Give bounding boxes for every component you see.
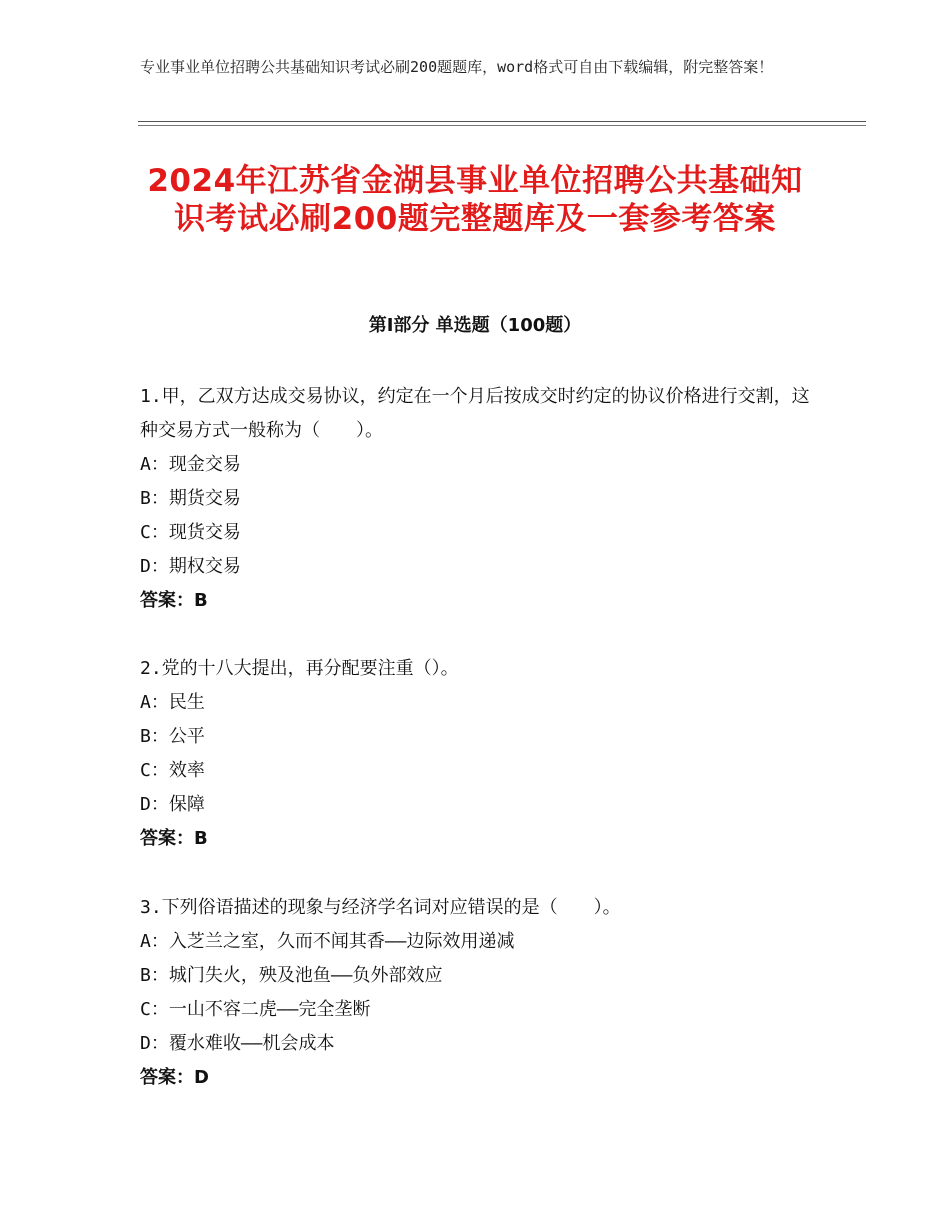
- option-b: B：城门失火，殃及池鱼——负外部效应: [140, 965, 443, 986]
- question-2: [140, 652, 820, 856]
- answer: 答案：D: [140, 1067, 209, 1088]
- option-d: D：覆水难收——机会成本: [140, 1033, 335, 1054]
- answer: 答案：B: [140, 828, 208, 849]
- option-a: A：现金交易: [140, 454, 241, 475]
- option-a: A：民生: [140, 692, 205, 713]
- option-c: C：现货交易: [140, 522, 241, 543]
- option-d: D：保障: [140, 794, 205, 815]
- option-a: A：入芝兰之室，久而不闻其香——边际效用递减: [140, 931, 515, 952]
- option-b: B：期货交易: [140, 488, 241, 509]
- answer: 答案：B: [140, 590, 208, 611]
- question-3: [140, 891, 820, 1095]
- question-1: [140, 380, 820, 618]
- question-text: 1.甲，乙双方达成交易协议，约定在一个月后按成交时约定的协议价格进行交割，这种交易方式一般称为（ ）。: [140, 386, 810, 441]
- option-d: D：期权交易: [140, 556, 241, 577]
- section-title: 第Ⅰ部分 单选题（100题）: [368, 315, 582, 336]
- document-title: 2024年江苏省金湖县事业单位招聘公共基础知识考试必刷200题完整题库及一套参考答案: [147, 163, 803, 237]
- header-note: 专业事业单位招聘公共基础知识考试必刷200题题库，word格式可自由下载编辑，附完整答案！: [140, 58, 774, 76]
- option-c: C：效率: [140, 760, 205, 781]
- option-c: C：一山不容二虎——完全垄断: [140, 999, 371, 1020]
- question-text: 2.党的十八大提出，再分配要注重（）。: [140, 658, 459, 679]
- header-rule: [138, 121, 866, 122]
- question-text: 3.下列俗语描述的现象与经济学名词对应错误的是（ ）。: [140, 897, 621, 918]
- option-b: B：公平: [140, 726, 205, 747]
- header-rule-thin: [138, 125, 866, 126]
